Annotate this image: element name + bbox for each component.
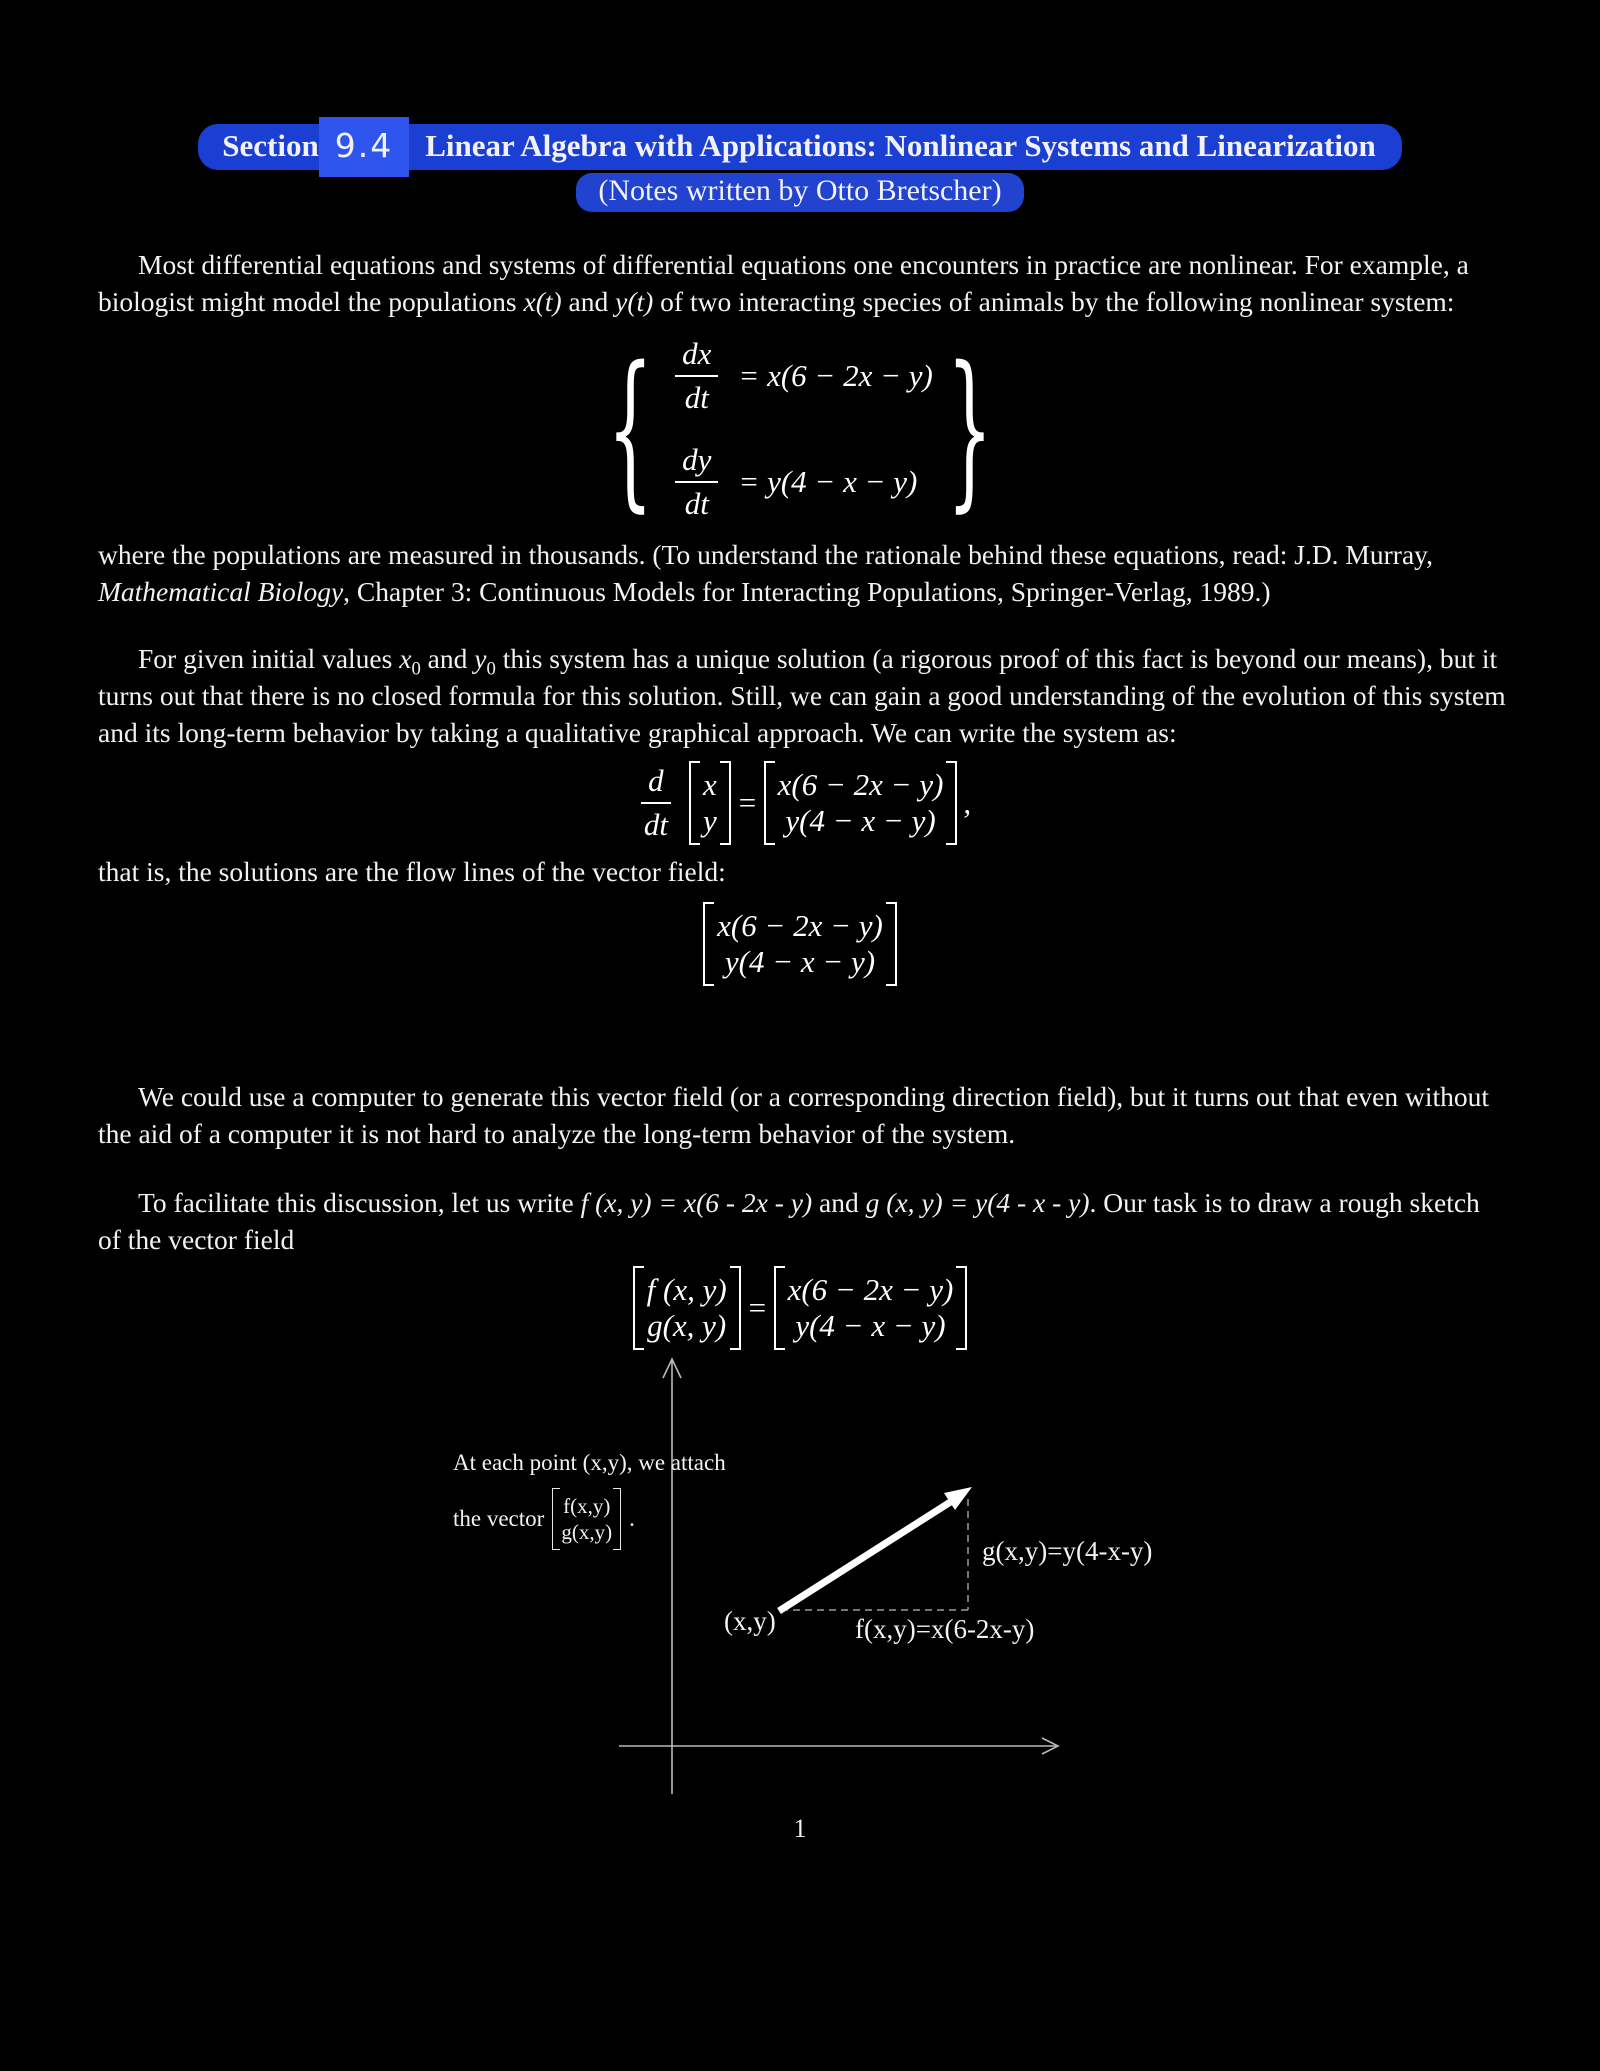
right-brace: }: [946, 329, 993, 527]
system-rhs-1: = x(6 − 2x − y): [738, 358, 933, 393]
title-section-number: 9.4: [319, 117, 409, 177]
label-f-component: f(x,y)=x(6-2x-y): [855, 1614, 1035, 1644]
equals-sign: =: [736, 785, 758, 820]
page-title: [0, 0, 1600, 170]
title-section-label: Section: [198, 124, 318, 170]
system-row-1: [667, 336, 933, 416]
annotation-period: .: [629, 1506, 635, 1531]
subtitle: [0, 173, 1600, 212]
system-rows: [667, 336, 933, 522]
left-brace: {: [607, 329, 654, 527]
matrix-field-rhs: x(6 − 2x − y) y(4 − x − y): [764, 761, 958, 845]
diagram-axes-and-vector: [0, 1350, 1600, 1850]
label-base-point: (x,y): [724, 1606, 776, 1636]
title-highlight: [198, 124, 1401, 170]
fraction-ddt: $\frac{d}{dt}$: [637, 763, 675, 843]
equation-fg-field: [0, 1266, 1600, 1350]
paragraph-populations: where the populations are measured in thousands. (To understand the rationale behind these equations, read: J.D. Murray, Mathematical Biology, Chapter 3: Continuous Models for Interacting Populations, Springer-Verlag, 1989.): [98, 539, 1433, 607]
paragraph-intro: Most differential equations and systems of differential equations one encounters in practice are nonlinear. For example, a biologist might model the populations x(t) and y(t) of two interacting species of animals by the following nonlinear system:: [98, 249, 1469, 317]
vector-field-diagram: [0, 1350, 1600, 1850]
annotation-line1: At each point (x,y), we attach: [453, 1450, 726, 1475]
title-text: Linear Algebra with Applications: Nonlinear Systems and Linearization: [409, 124, 1401, 170]
equation-matrix-form: [0, 761, 1600, 845]
page-number: 1: [793, 1814, 807, 1843]
system-row-2: [667, 442, 933, 522]
paragraph-flow-lines: that is, the solutions are the flow lines of the vector field:: [98, 856, 726, 887]
matrix-fg: f (x, y) g(x, y): [633, 1266, 741, 1350]
trailing-comma: ,: [963, 785, 972, 820]
equals-sign: =: [746, 1290, 768, 1325]
equation-vector-field: [0, 902, 1600, 986]
annotation-the-vector: the vector: [453, 1506, 545, 1531]
fraction-dxdt: $\frac{dx}{dt}$: [675, 336, 718, 416]
equation-nonlinear-system: [0, 329, 1600, 527]
system-rhs-2: = y(4 − x − y): [738, 464, 918, 499]
paragraph-initial-values: For given initial values $x_0$ and $y_0$ this system has a unique solution (a rigorous proof of this fact is beyond our means), but it turns out that there is no closed formula for this solution. Still, we can gain a good understanding of the evolution of this system and its long-term behavior by taking a qualitative graphical approach. We can write the system as:: [98, 643, 1506, 748]
paragraph-facilitate: To facilitate this discussion, let us write f (x, y) = x(6 - 2x - y) and g (x, y) = y(4 - x - y). Our task is to draw a rough sketch of the vector field: [98, 1187, 1480, 1255]
paragraph-computer: We could use a computer to generate this vector field (or a corresponding direction field), but it turns out that even without the aid of a computer it is not hard to analyze the long-term behavior of the system.: [98, 1081, 1489, 1149]
matrix-vector-field: x(6 − 2x − y) y(4 − x − y): [703, 902, 897, 986]
annotation-line2: [453, 1488, 635, 1550]
annotation-vector-matrix: f(x,y) g(x,y): [552, 1488, 621, 1550]
matrix-xy: x y: [689, 761, 731, 845]
matrix-fg-rhs: x(6 − 2x − y) y(4 − x − y): [774, 1266, 968, 1350]
label-g-component: g(x,y)=y(4-x-y): [982, 1536, 1153, 1566]
vector-arrow-shaft: [779, 1501, 952, 1611]
subtitle-text: (Notes written by Otto Bretscher): [576, 173, 1023, 212]
fraction-dydt: $\frac{dy}{dt}$: [675, 442, 718, 522]
